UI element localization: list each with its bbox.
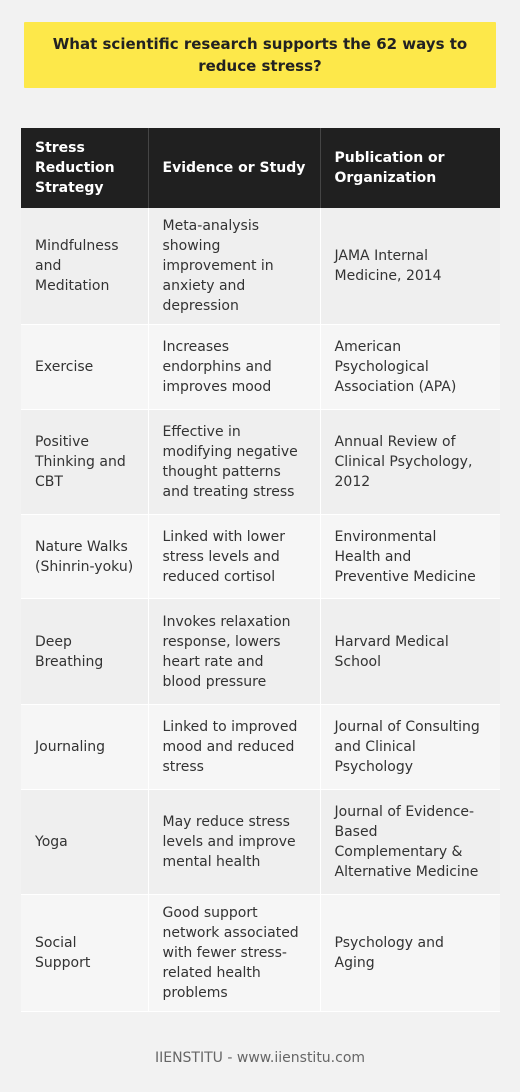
cell-publication: Environmental Health and Preventive Medicine <box>320 515 500 599</box>
cell-evidence: Meta-analysis showing improvement in anxiety and depression <box>148 208 320 325</box>
cell-publication: Harvard Medical School <box>320 599 500 705</box>
page-title: What scientific research supports the 62 ways to reduce stress? <box>24 22 496 88</box>
table-row <box>21 208 500 325</box>
table-row <box>21 895 500 1012</box>
table-row <box>21 410 500 515</box>
table-row <box>21 599 500 705</box>
cell-strategy: Mindfulness and Meditation <box>21 208 148 325</box>
cell-publication: Annual Review of Clinical Psychology, 2012 <box>320 410 500 515</box>
column-header-publication: Publication or Organization <box>320 128 500 208</box>
footer-credit: IIENSTITU - www.iienstitu.com <box>154 1050 366 1066</box>
cell-strategy: Journaling <box>21 705 148 790</box>
cell-strategy: Yoga <box>21 790 148 895</box>
cell-publication: Psychology and Aging <box>320 895 500 1012</box>
cell-evidence: Good support network associated with fewer stress-related health problems <box>148 895 320 1012</box>
cell-strategy: Social Support <box>21 895 148 1012</box>
cell-evidence: Linked to improved mood and reduced stress <box>148 705 320 790</box>
cell-publication: JAMA Internal Medicine, 2014 <box>320 208 500 325</box>
cell-evidence: Effective in modifying negative thought patterns and treating stress <box>148 410 320 515</box>
research-table <box>21 128 500 1012</box>
table-row <box>21 515 500 599</box>
cell-strategy: Deep Breathing <box>21 599 148 705</box>
cell-evidence: Increases endorphins and improves mood <box>148 325 320 410</box>
cell-evidence: Linked with lower stress levels and reduced cortisol <box>148 515 320 599</box>
cell-strategy: Positive Thinking and CBT <box>21 410 148 515</box>
column-header-evidence: Evidence or Study <box>148 128 320 208</box>
cell-publication: American Psychological Association (APA) <box>320 325 500 410</box>
table-container <box>21 128 500 1012</box>
cell-evidence: May reduce stress levels and improve mental health <box>148 790 320 895</box>
cell-strategy: Exercise <box>21 325 148 410</box>
table-row <box>21 790 500 895</box>
table-row <box>21 705 500 790</box>
cell-publication: Journal of Evidence-Based Complementary & Alternative Medicine <box>320 790 500 895</box>
table-row <box>21 325 500 410</box>
table-header-row <box>21 128 500 208</box>
cell-publication: Journal of Consulting and Clinical Psychology <box>320 705 500 790</box>
column-header-strategy: Stress Reduction Strategy <box>21 128 148 208</box>
cell-strategy: Nature Walks (Shinrin-yoku) <box>21 515 148 599</box>
cell-evidence: Invokes relaxation response, lowers heart rate and blood pressure <box>148 599 320 705</box>
